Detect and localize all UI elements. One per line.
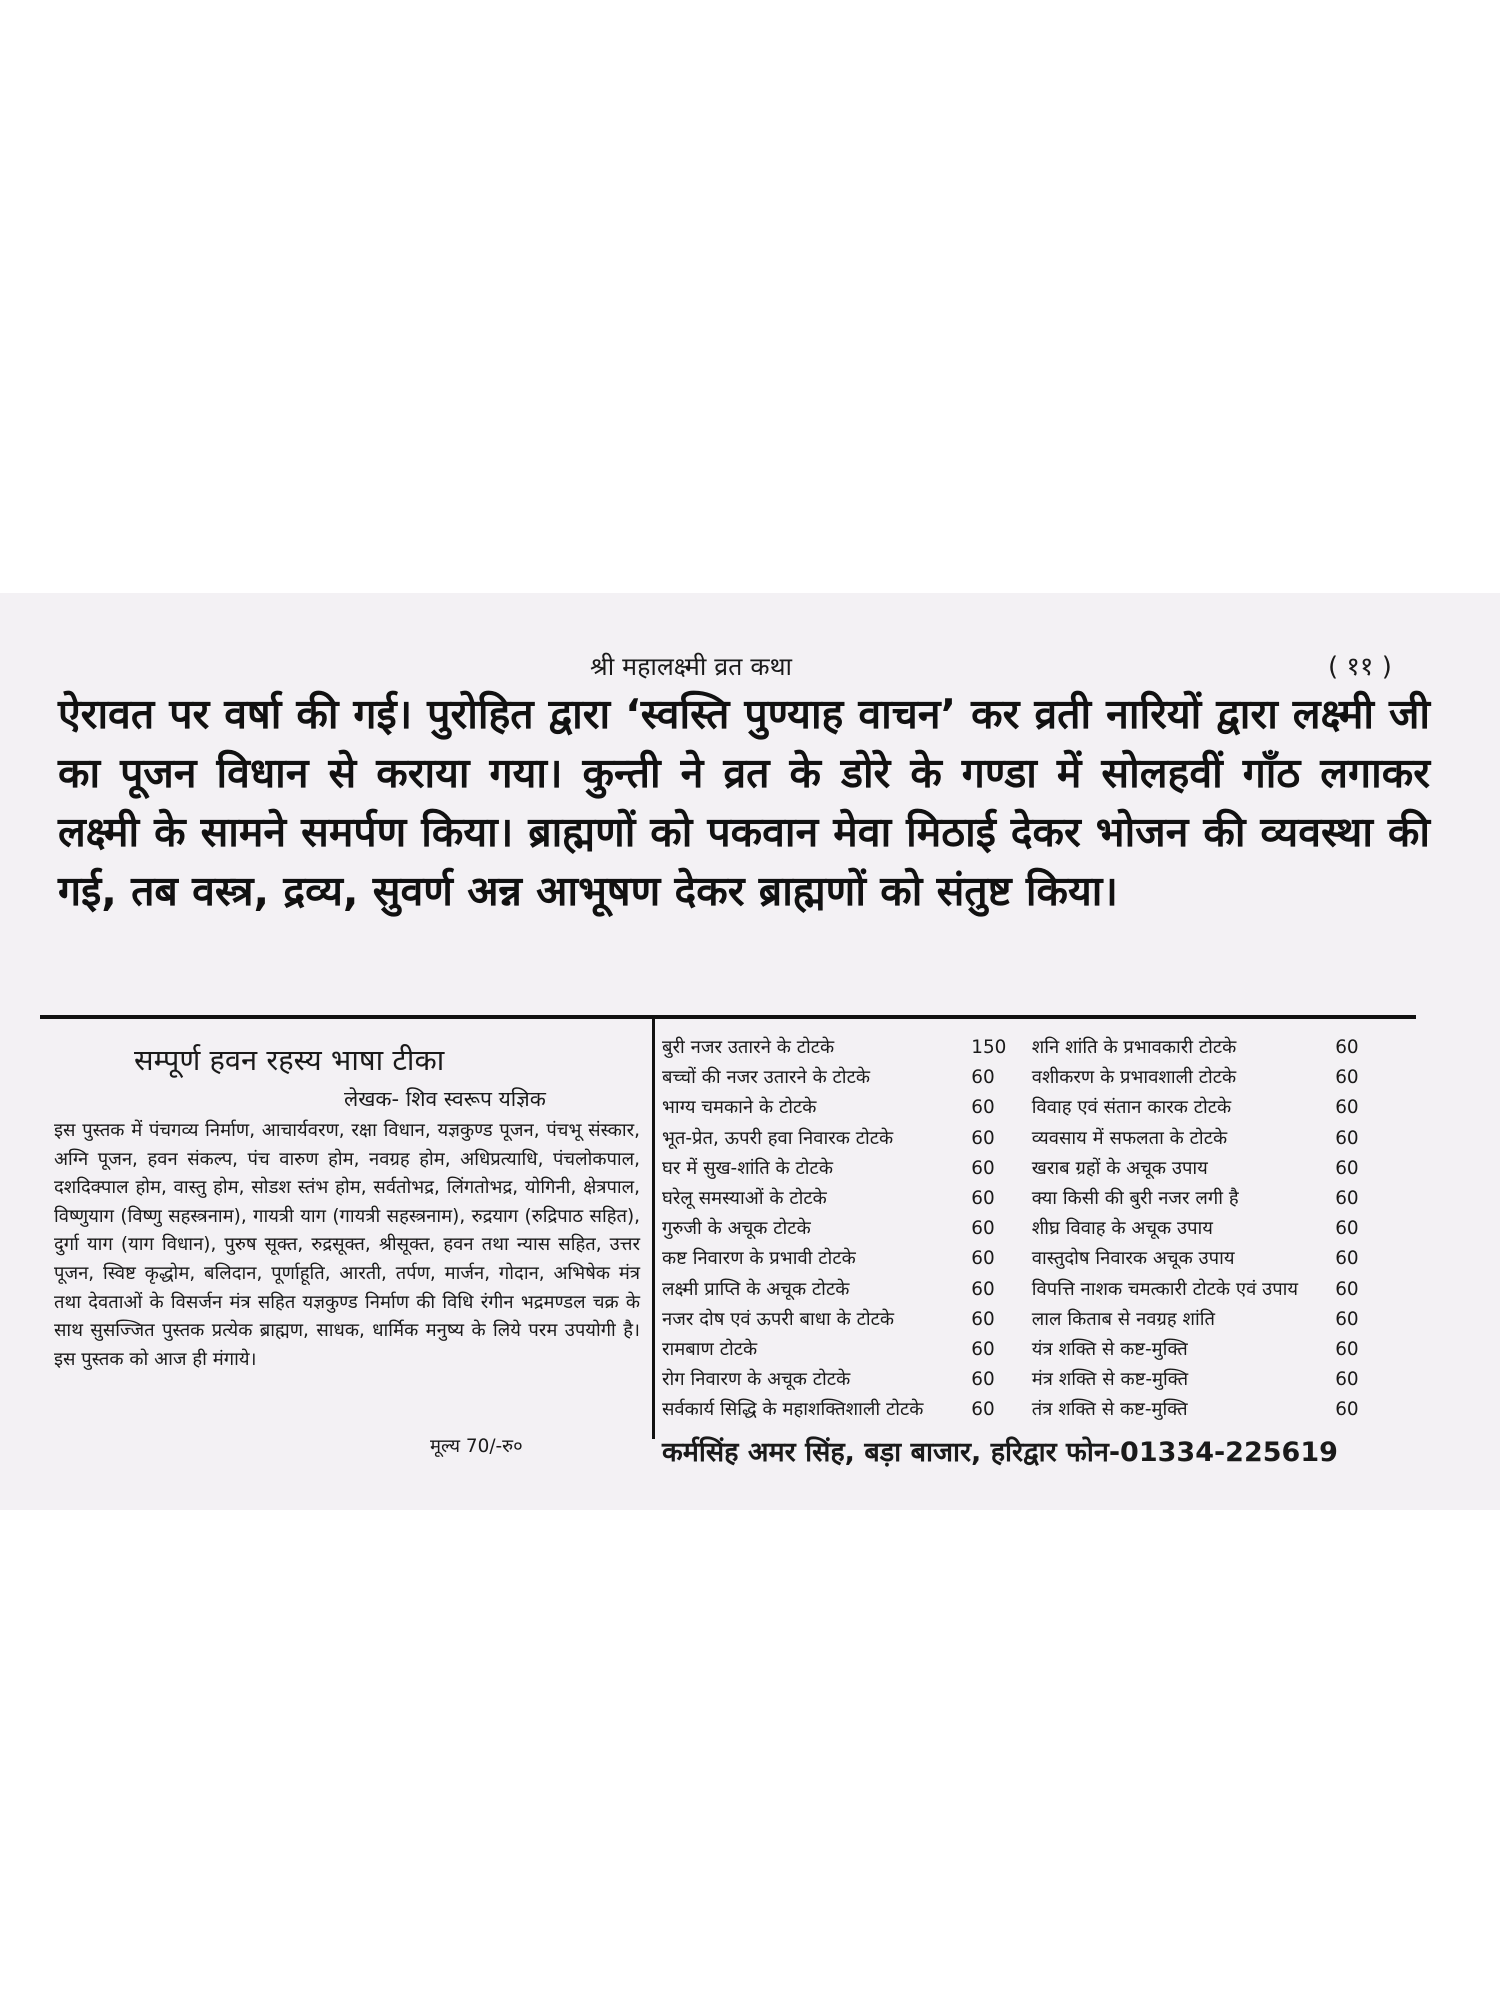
catalog-title: शनि शांति के प्रभावकारी टोटके: [1031, 1037, 1237, 1058]
catalog-title: लाल किताब से नवग्रह शांति: [1031, 1308, 1216, 1330]
catalog-price: 60: [971, 1308, 995, 1330]
catalog-price: 60: [971, 1157, 995, 1179]
catalog-price: 60: [971, 1127, 995, 1149]
catalog-title: व्यवसाय में सफलता के टोटके: [1031, 1127, 1228, 1149]
catalog-title: गुरुजी के अचूक टोटके: [662, 1218, 811, 1240]
catalog-row: [662, 1033, 1378, 1063]
catalog-price: 60: [971, 1218, 995, 1240]
catalog-title: विवाह एवं संतान कारक टोटके: [1031, 1097, 1232, 1119]
catalog-title: बच्चों की नजर उतारने के टोटके: [662, 1067, 870, 1089]
page-header: [0, 649, 1500, 689]
catalog-row: [662, 1214, 1378, 1244]
catalog-row: [662, 1093, 1378, 1123]
catalog-title: वास्तुदोष निवारक अचूक उपाय: [1031, 1248, 1235, 1270]
catalog-row: [662, 1395, 1378, 1425]
catalog-title: भूत-प्रेत, ऊपरी हवा निवारक टोटके: [662, 1127, 894, 1149]
catalog-price: 60: [971, 1187, 995, 1209]
catalog-title: रामबाण टोटके: [662, 1338, 758, 1360]
catalog-row: [662, 1154, 1378, 1184]
catalog-row: [662, 1335, 1378, 1365]
catalog-price: 60: [1335, 1218, 1359, 1240]
catalog-price: 60: [971, 1248, 995, 1270]
catalog-price: 60: [971, 1067, 995, 1089]
catalog-price: 60: [1335, 1278, 1359, 1300]
catalog-price: 60: [971, 1097, 995, 1119]
publisher-address: कर्मसिंह अमर सिंह, बड़ा बाजार, हरिद्वार फोन-01334-225619: [662, 1437, 1338, 1468]
column-divider: [652, 1019, 655, 1439]
catalog-title: भाग्य चमकाने के टोटके: [662, 1097, 817, 1119]
catalog-title: विपत्ति नाशक चमत्कारी टोटके एवं उपाय: [1031, 1278, 1299, 1300]
catalog-row: [662, 1063, 1378, 1093]
catalog-title: वशीकरण के प्रभावशाली टोटके: [1031, 1067, 1237, 1089]
catalog-price: 60: [1335, 1067, 1359, 1089]
catalog-title: खराब ग्रहों के अचूक उपाय: [1031, 1157, 1208, 1179]
catalog-price: 60: [971, 1278, 995, 1300]
catalog-price: 60: [971, 1369, 995, 1391]
running-title: श्री महालक्ष्मी व्रत कथा: [590, 652, 793, 681]
catalog-price: 60: [1335, 1157, 1359, 1179]
book-title: सम्पूर्ण हवन रहस्य भाषा टीका: [134, 1043, 445, 1077]
catalog-row: [662, 1365, 1378, 1395]
catalog-price: 60: [1335, 1127, 1359, 1149]
catalog-title: कष्ट निवारण के प्रभावी टोटके: [662, 1248, 856, 1270]
page-number: ( ११ ): [1328, 652, 1392, 682]
catalog-row: [662, 1305, 1378, 1335]
catalog-row: [662, 1244, 1378, 1274]
catalog-title: क्या किसी की बुरी नजर लगी है: [1031, 1187, 1239, 1209]
section-divider: [40, 1015, 1416, 1019]
catalog-title: यंत्र शक्ति से कष्ट-मुक्ति: [1031, 1338, 1188, 1360]
catalog-price: 60: [1335, 1369, 1359, 1391]
catalog-price: 60: [1335, 1097, 1359, 1119]
catalog-price: 60: [1335, 1037, 1359, 1058]
catalog-price: 60: [971, 1399, 995, 1421]
story-paragraph: ऐरावत पर वर्षा की गई। पुरोहित द्वारा ‘स्वस्ति पुण्याह वाचन’ कर व्रती नारियों द्वारा लक्ष्मी जी का पूजन विधान से कराया गया। कुन्ती ने व्रत के डोरे के गण्डा में सोलहवीं गाँठ लगाकर लक्ष्मी के सामने समर्पण किया। ब्राह्मणों को पकवान मेवा मिठाई देकर भोजन की व्यवस्था की गई, तब वस्त्र, द्रव्य, सुवर्ण अन्न आभूषण देकर ब्राह्मणों को संतुष्ट किया।: [58, 690, 1430, 915]
catalog-title: लक्ष्मी प्राप्ति के अचूक टोटके: [662, 1278, 850, 1300]
catalog-title: मंत्र शक्ति से कष्ट-मुक्ति: [1031, 1369, 1189, 1391]
catalog-price: 60: [1335, 1338, 1359, 1360]
book-description: इस पुस्तक में पंचगव्य निर्माण, आचार्यवरण, रक्षा विधान, यज्ञकुण्ड पूजन, पंचभू संस्कार, अग्नि पूजन, हवन संकल्प, पंच वारुण होम, नवग्रह होम, अधिप्रत्याधि, पंचलोकपाल, दशदिक्पाल होम, वास्तु होम, सोडश स्तंभ होम, सर्वतोभद्र, लिंगतोभद्र, योगिनी, क्षेत्रपाल, विष्णुयाग (विष्णु सहस्त्रनाम), गायत्री याग (गायत्री सहस्त्रनाम), रुद्रयाग (रुद्रिपाठ सहित), दुर्गा याग (याग विधान), पुरुष सूक्त, रुद्रसूक्त, श्रीसूक्त, हवन तथा न्यास सहित, उत्तर पूजन, स्विष्ट कृद्धोम, बलिदान, पूर्णाहूति, आरती, तर्पण, मार्जन, गोदान, अभिषेक मंत्र तथा देवताओं के विसर्जन मंत्र सहित यज्ञकुण्ड निर्माण की विधि रंगीन भद्रमण्डल चक्र के साथ सुसज्जित पुस्तक प्रत्येक ब्राह्मण, साधक, धार्मिक मनुष्य के लिये परम उपयोगी है। इस पुस्तक को आज ही मंगाये।: [54, 1120, 640, 1370]
book-advertisement: [54, 1021, 640, 1457]
catalog-price: 60: [971, 1338, 995, 1360]
catalog-row: [662, 1124, 1378, 1154]
catalog-title: घरेलू समस्याओं के टोटके: [662, 1187, 827, 1209]
scanned-page: [0, 593, 1500, 1510]
catalog-title: नजर दोष एवं ऊपरी बाधा के टोटके: [662, 1308, 895, 1330]
catalog-price: 150: [971, 1037, 1007, 1058]
catalog-price: 60: [1335, 1248, 1359, 1270]
catalog-title: बुरी नजर उतारने के टोटके: [662, 1037, 835, 1058]
catalog-title: रोग निवारण के अचूक टोटके: [662, 1369, 851, 1391]
catalog-title: सर्वकार्य सिद्धि के महाशक्तिशाली टोटके: [662, 1399, 924, 1421]
catalog-row: [662, 1275, 1378, 1305]
catalog-title: घर में सुख-शांति के टोटके: [662, 1157, 833, 1179]
book-author: लेखक- शिव स्वरूप यज्ञिक: [344, 1087, 546, 1111]
catalog-title: तंत्र शक्ति से कष्ट-मुक्ति: [1031, 1399, 1188, 1421]
catalog-price: 60: [1335, 1308, 1359, 1330]
catalog-row: [662, 1184, 1378, 1214]
book-catalog: [662, 1033, 1378, 1425]
catalog-title: शीघ्र विवाह के अचूक उपाय: [1031, 1218, 1213, 1240]
catalog-price: 60: [1335, 1187, 1359, 1209]
book-price: मूल्य 70/-रु०: [430, 1436, 523, 1457]
catalog-price: 60: [1335, 1399, 1359, 1421]
